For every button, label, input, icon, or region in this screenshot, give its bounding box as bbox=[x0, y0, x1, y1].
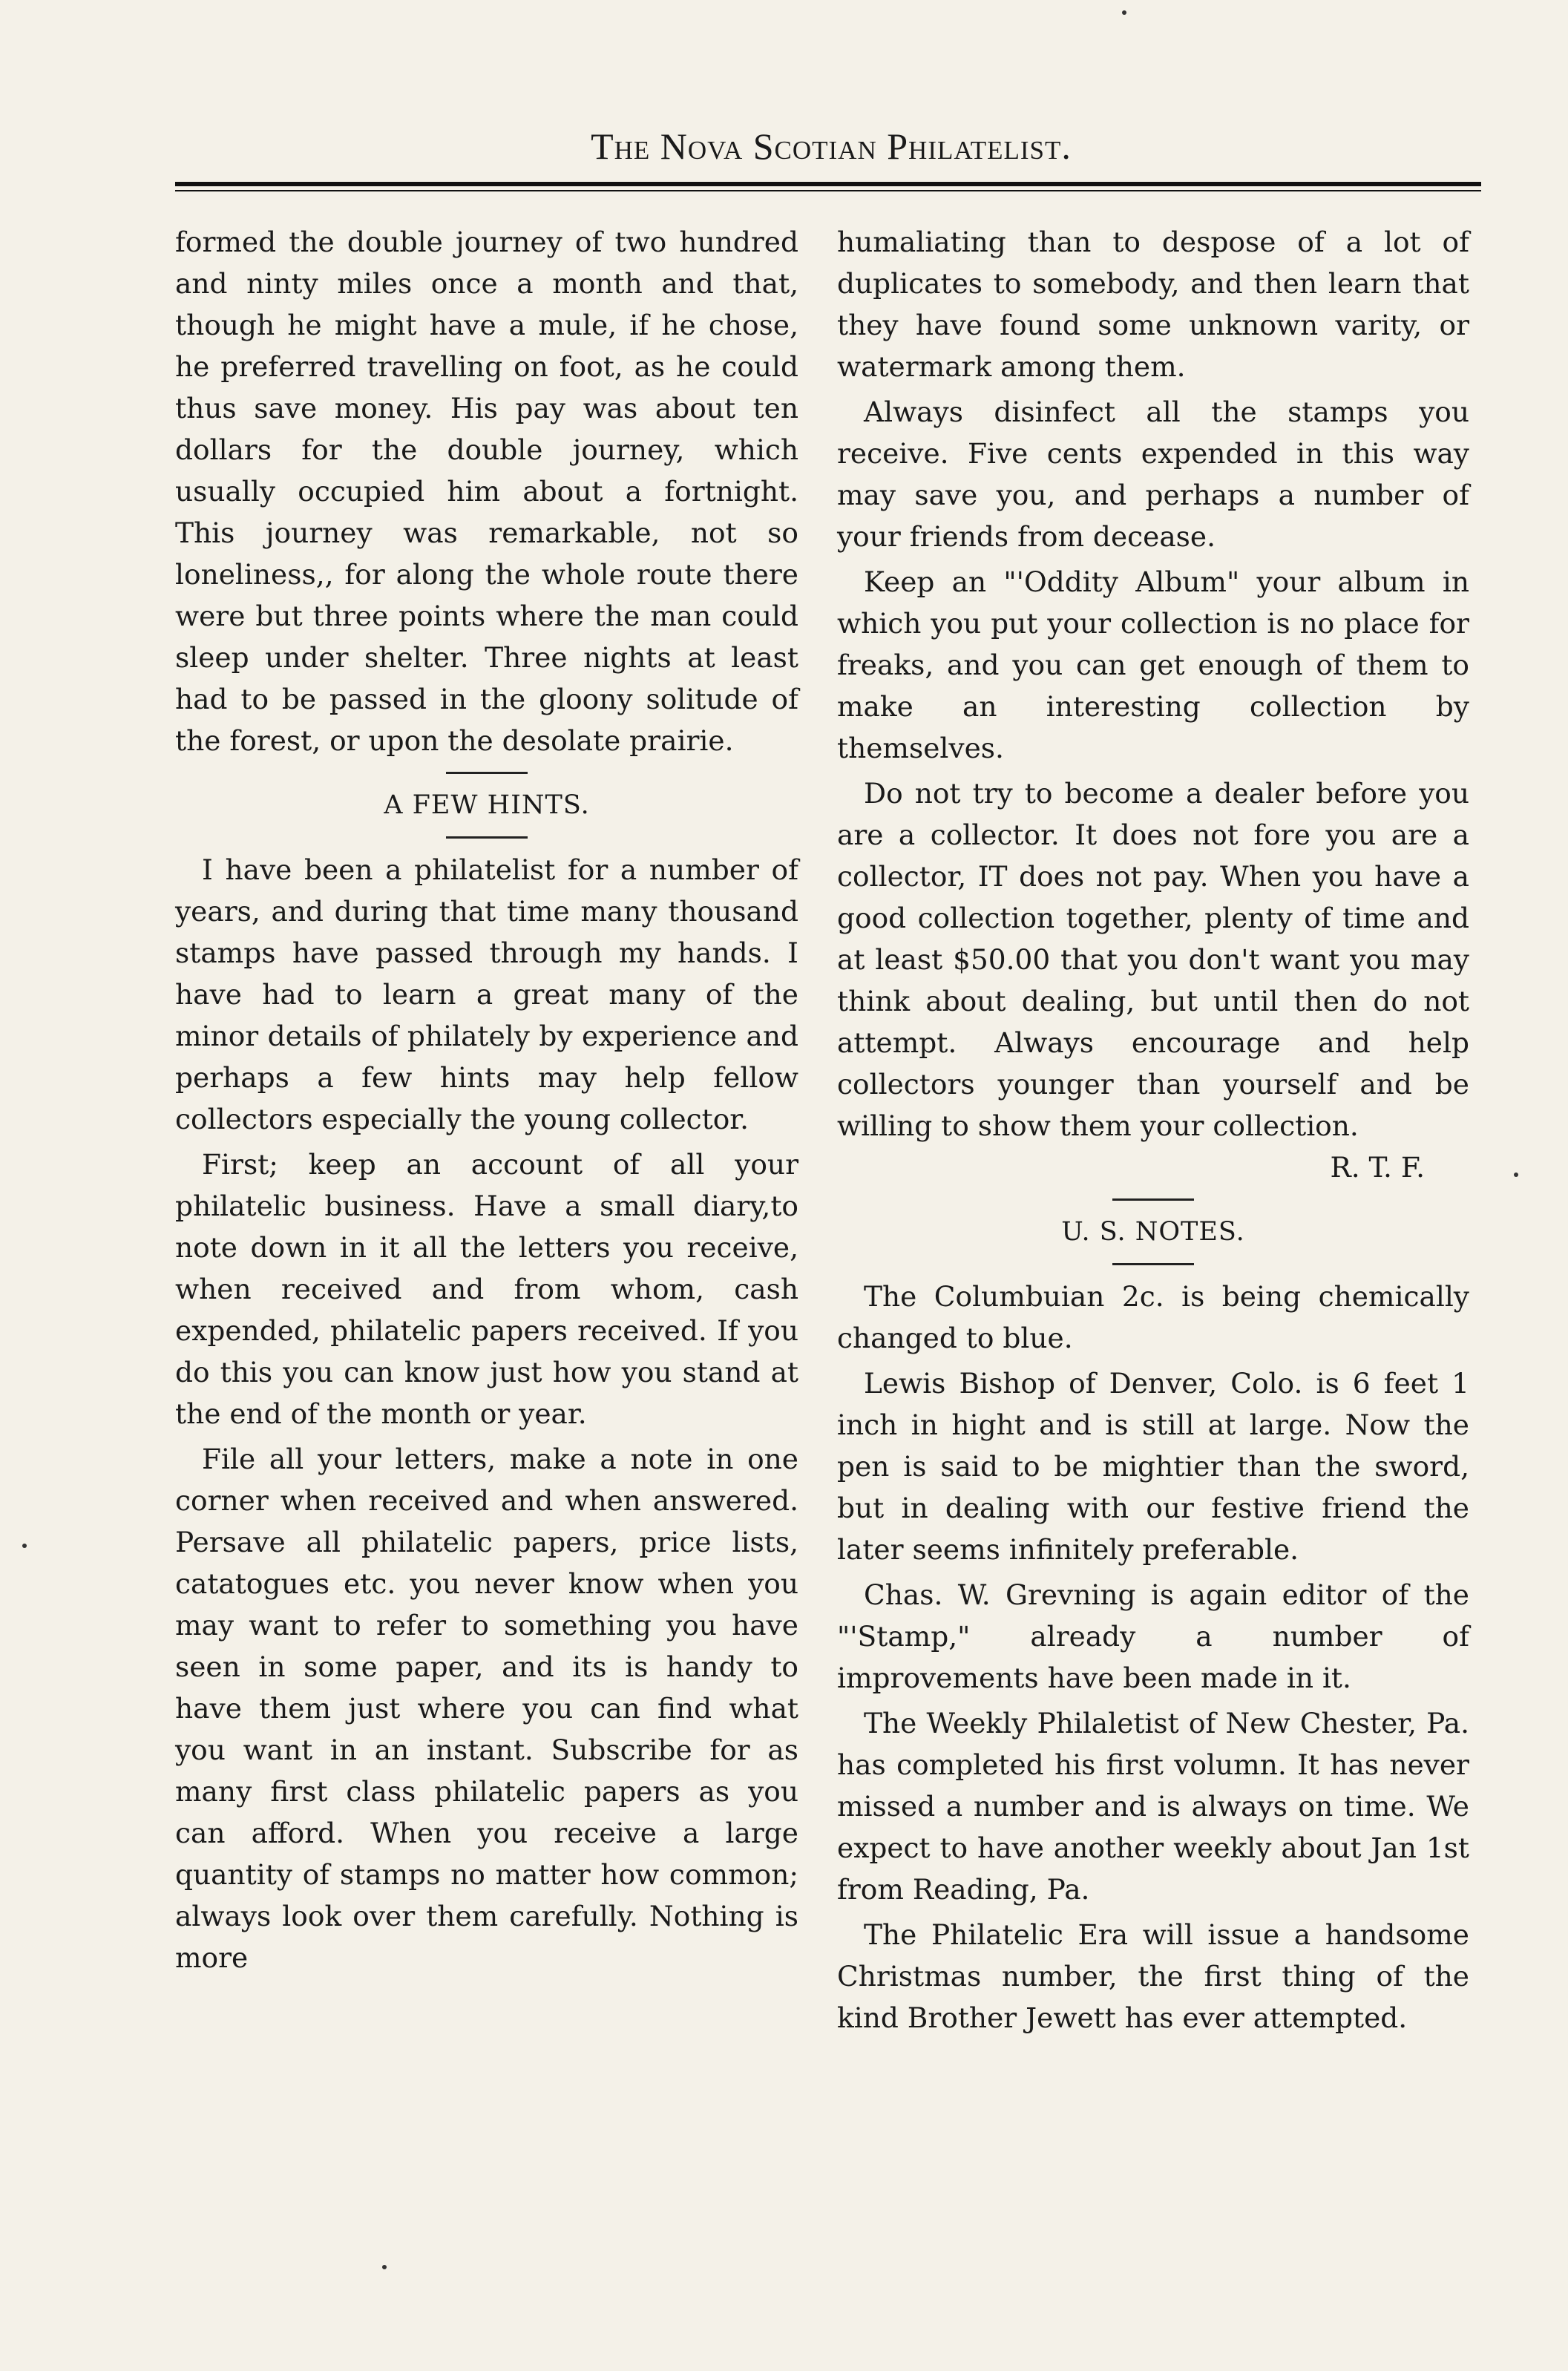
paragraph: The Philatelic Era will issue a handsome Christmas number, the first thing of the kind Brother Jewett has ever attempted. bbox=[837, 1918, 1469, 2034]
paragraph: File all your letters, make a note in one corner when received and when answered. Persave all philatelic papers, price lists, catatogues etc. you never know when you may want to refer to something you have seen in some paper, and its is handy to have them just where you can find what you want in an instant. Subscribe for as many first class philatelic papers as you can afford. When you receive a large quantity of stamps no matter how common; always look over them carefully. Nothing is more bbox=[175, 1443, 798, 1974]
scan-speck bbox=[382, 2265, 387, 2269]
section-heading-hints: A FEW HINTS. bbox=[384, 790, 590, 820]
scan-speck bbox=[22, 1544, 27, 1548]
section-heading-us-notes: U. S. NOTES. bbox=[1061, 1217, 1245, 1247]
paragraph: Always disinfect all the stamps you receive. Five cents expended in this way may save you, and perhaps a number of your friends from decease. bbox=[837, 396, 1469, 553]
left-column bbox=[175, 221, 798, 1982]
paragraph bbox=[837, 773, 1469, 1184]
paragraph: I have been a philatelist for a number of years, and during that time many thousand stamps have passed through my hands. I have had to learn a great many of the minor details of philately by experience and perhaps a few hints may help fellow collectors especially the young collector. bbox=[175, 853, 798, 1135]
article-continuation: formed the double journey of two hundred and ninty miles once a month and that, though he might have a mule, if he chose, he preferred travelling on foot, as he could thus save money. His pay was about ten dollars for the double journey, which usually occupied him about a fortnight. This journey was remarkable, not so loneliness,, for along the whole route there were but three points where the man could sleep under shelter. Three nights at least had to be passed in the gloony solitude of the forest, or upon the desolate prairie. bbox=[175, 226, 798, 757]
paragraph: The Weekly Philaletist of New Chester, Pa. has completed his first volumn. It has never missed a number and is always on time. We expect to have another weekly about Jan 1st from Reading, Pa. bbox=[837, 1707, 1469, 1906]
paragraph: Chas. W. Grevning is again editor of the "'Stamp," already a number of improvements have been made in it. bbox=[837, 1578, 1469, 1694]
paragraph-continuation: humaliating than to despose of a lot of duplicates to somebody, and then learn that they have found some unknown varity, or watermark among them. bbox=[837, 226, 1469, 383]
section-divider bbox=[446, 836, 528, 839]
section-divider bbox=[1112, 1263, 1194, 1265]
header-rule-thick bbox=[175, 182, 1481, 186]
paragraph: Keep an "'Oddity Album" your album in which you put your collection is no place for freaks, and you can get enough of them to make an interesting collection by themselves. bbox=[837, 565, 1469, 764]
header-rule-thin bbox=[175, 190, 1481, 191]
paragraph-text: Do not try to become a dealer before you are a collector. It does not fore you are a collector, IT does not pay. When you have a good collection together, plenty of time and at least $50.00 that you don't want you may think about dealing, but until then do not attempt. Always encourage and help collectors younger than yourself and be willing to show them your collection. bbox=[837, 777, 1469, 1142]
paragraph: First; keep an account of all your philatelic business. Have a small diary,to note down in it all the letters you receive, when received and from whom, cash expended, philatelic papers received. If you do this you can know just how you stand at the end of the month or year. bbox=[175, 1148, 798, 1430]
section-divider bbox=[1112, 1198, 1194, 1201]
page-title: The Nova Scotian Philatelist. bbox=[591, 125, 1072, 167]
paragraph: Lewis Bishop of Denver, Colo. is 6 feet 1 inch in hight and is still at large. Now the pen is said to be mightier than the sword, but in dealing with our festive friend the later seems infinitely preferable. bbox=[837, 1367, 1469, 1566]
paragraph: The Columbuian 2c. is being chemically changed to blue. bbox=[837, 1280, 1469, 1354]
section-divider bbox=[446, 772, 528, 774]
author-signature: R. T. F. bbox=[1330, 1151, 1425, 1184]
right-column bbox=[837, 221, 1469, 2042]
scan-speck bbox=[1514, 1173, 1518, 1177]
scan-speck bbox=[1122, 10, 1126, 15]
